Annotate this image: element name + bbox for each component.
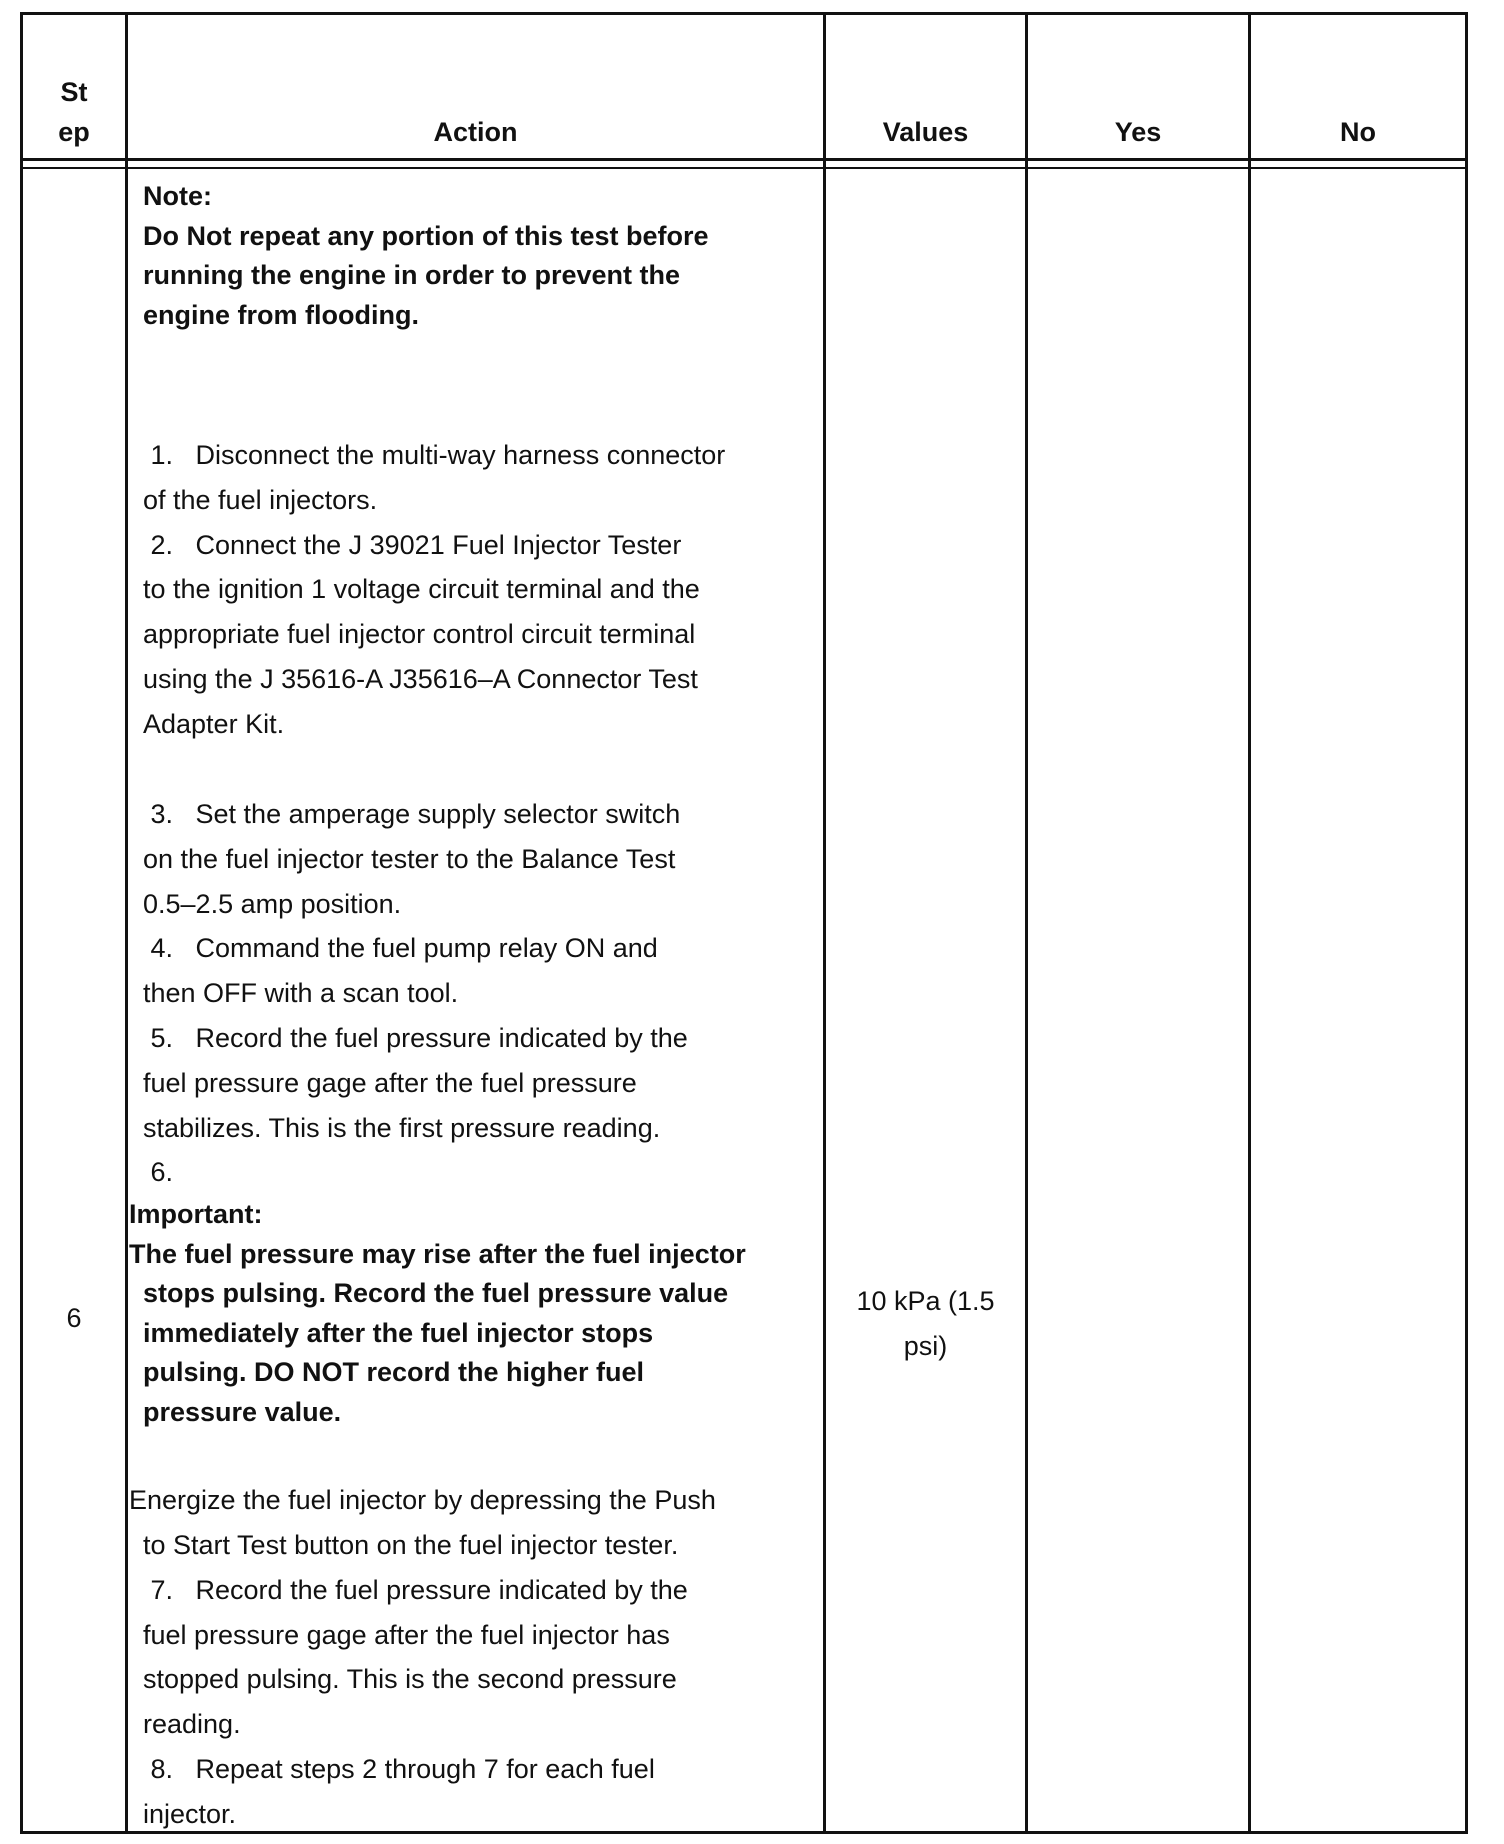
procedure-steps-1-2 (143, 433, 725, 747)
step-line: to the ignition 1 voltage circuit terminal and the (143, 574, 700, 605)
step-line: 8. Repeat steps 2 through 7 for each fuel (143, 1753, 655, 1784)
no-cell (1251, 170, 1465, 1831)
important-line: immediately after the fuel injector stops (143, 1317, 654, 1348)
step-line: 2. Connect the J 39021 Fuel Injector Tester (143, 529, 682, 560)
step-line: using the J 35616-A J35616–A Connector Test (143, 663, 698, 694)
header-divider-double (20, 167, 1468, 169)
note-block (143, 177, 709, 335)
step-line: 1. Disconnect the multi-way harness connector (143, 440, 726, 470)
note-line: Do Not repeat any portion of this test before (143, 220, 709, 251)
header-divider (20, 158, 1468, 161)
table-border-top (20, 12, 1468, 15)
note-line: engine from flooding. (143, 299, 419, 330)
step-line: 0.5–2.5 amp position. (143, 888, 402, 919)
note-line: running the engine in order to prevent the (143, 260, 681, 290)
important-label: Important: (129, 1199, 263, 1229)
header-step-line2: ep (58, 117, 90, 147)
important-line: pulsing. DO NOT record the higher fuel (143, 1357, 645, 1387)
important-line: stops pulsing. Record the fuel pressure value (143, 1278, 729, 1308)
header-step-line1: St (60, 77, 88, 107)
step-line: appropriate fuel injector control circuit terminal (143, 619, 696, 650)
value-line: psi) (903, 1331, 948, 1361)
step-line: to Start Test button on the fuel injector tester. (143, 1530, 679, 1560)
column-divider (823, 12, 826, 1834)
step-line: 6. (143, 1157, 174, 1188)
important-line: pressure value. (143, 1396, 342, 1427)
procedure-table (20, 12, 1468, 1834)
step-line: 3. Set the amperage supply selector switch (143, 799, 681, 829)
header-action: Action (433, 117, 518, 147)
step-line: of the fuel injectors. (143, 484, 378, 515)
step-line: then OFF with a scan tool. (143, 978, 459, 1009)
procedure-steps-7-8 (143, 1523, 688, 1837)
step-line: fuel pressure gage after the fuel injector has (143, 1619, 670, 1650)
header-step (23, 72, 125, 152)
yes-cell (1028, 170, 1248, 1831)
table-border-left (20, 12, 23, 1834)
important-block (129, 1195, 746, 1432)
procedure-steps-3-6 (143, 792, 688, 1195)
step-line: 4. Command the fuel pump relay ON and (143, 933, 658, 964)
step-line: stopped pulsing. This is the second pressure (143, 1664, 677, 1695)
step-line: Adapter Kit. (143, 708, 285, 739)
table-border-right (1465, 12, 1468, 1834)
column-divider (125, 12, 128, 1834)
header-yes: Yes (1114, 117, 1162, 147)
important-line: The fuel pressure may rise after the fuel injector (129, 1238, 746, 1269)
step-line: 5. Record the fuel pressure indicated by the (143, 1022, 688, 1053)
step-line: reading. (143, 1709, 241, 1740)
value-cell (826, 1279, 1025, 1369)
step-line: injector. (143, 1798, 237, 1829)
step-line: 7. Record the fuel pressure indicated by the (143, 1574, 688, 1605)
step-line: fuel pressure gage after the fuel pressure (143, 1067, 637, 1098)
value-line: 10 kPa (1.5 (856, 1286, 995, 1316)
header-no: No (1340, 117, 1376, 147)
step-line: on the fuel injector tester to the Balance Test (143, 843, 676, 874)
step-number: 6 (66, 1303, 82, 1333)
header-values: Values (882, 117, 969, 147)
note-label: Note: (143, 181, 212, 211)
step-line: stabilizes. This is the first pressure reading. (143, 1112, 661, 1143)
energize-line: Energize the fuel injector by depressing the Push (129, 1485, 716, 1515)
